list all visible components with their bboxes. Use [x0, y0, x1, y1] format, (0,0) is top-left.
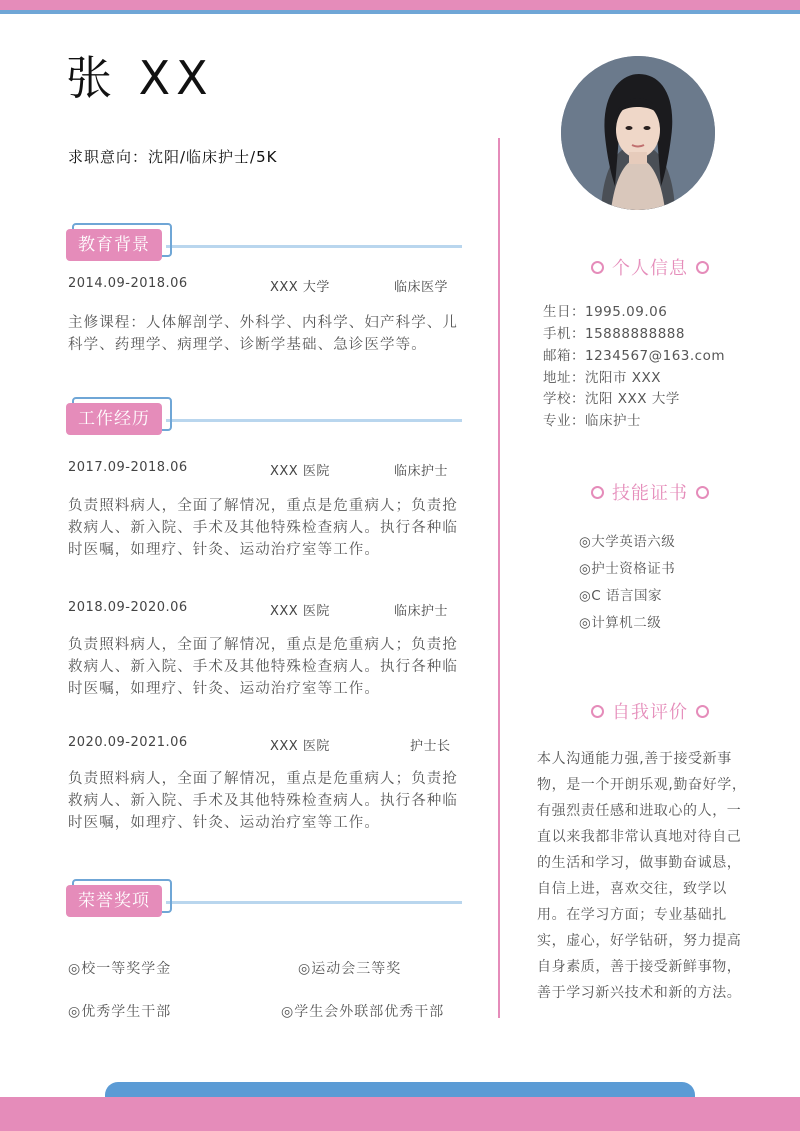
circle-icon [591, 486, 604, 499]
section-rule [166, 419, 462, 422]
work-org: XXX 医院 [270, 604, 330, 619]
info-school: 学校：沈阳 XXX 大学 [543, 391, 680, 407]
skill-item: ◎C 语言国家 [579, 588, 662, 604]
heading-text: 技能证书 [612, 483, 688, 504]
top-blue-band [0, 10, 800, 14]
circle-icon [696, 261, 709, 274]
work-period: 2020.09-2021.06 [68, 735, 188, 750]
skill-item: ◎大学英语六级 [579, 534, 676, 550]
section-rule [166, 901, 462, 904]
work-role: 临床护士 [394, 464, 449, 479]
education-period: 2014.09-2018.06 [68, 276, 188, 291]
work-row [68, 460, 460, 480]
column-divider [498, 138, 500, 1018]
work-description: 负责照料病人，全面了解情况，重点是危重病人；负责抢救病人、新入院、手术及其他特殊检查病人。执行各种临时医嘱，如理疗、针灸、运动治疗室等工作。 [68, 771, 458, 831]
work-description: 负责照料病人，全面了解情况，重点是危重病人；负责抢救病人、新入院、手术及其他特殊检查病人。执行各种临时医嘱，如理疗、针灸、运动治疗室等工作。 [68, 637, 458, 697]
candidate-name: 张 XX [66, 51, 214, 105]
award-item: ◎优秀学生干部 [68, 1004, 172, 1020]
section-rule [166, 245, 462, 248]
award-item: ◎学生会外联部优秀干部 [281, 1004, 445, 1020]
work-org: XXX 医院 [270, 464, 330, 479]
job-intent: 求职意向：沈阳/临床护士/5K [68, 148, 278, 166]
education-school: XXX 大学 [270, 280, 330, 295]
education-courses: 主修课程：人体解剖学、外科学、内科学、妇产科学、儿科学、药理学、病理学、诊断学基础、急诊医学等。 [68, 315, 458, 353]
section-title: 荣誉奖项 [66, 885, 162, 917]
info-birthday: 生日：1995.09.06 [543, 304, 668, 320]
work-role: 临床护士 [394, 604, 449, 619]
skill-item: ◎计算机二级 [579, 615, 662, 631]
skill-item: ◎护士资格证书 [579, 561, 676, 577]
circle-icon [696, 705, 709, 718]
heading-text: 个人信息 [612, 258, 688, 279]
circle-icon [591, 261, 604, 274]
award-item: ◎运动会三等奖 [298, 961, 402, 977]
section-title: 工作经历 [66, 403, 162, 435]
heading-text: 自我评价 [612, 702, 688, 723]
self-eval-text: 本人沟通能力强,善于接受新事物，是一个开朗乐观,勤奋好学，有强烈责任感和进取心的人，一直以来我都非常认真地对待自己的生活和学习，做事勤奋诚恳，自信上进，喜欢交往，致学以用。在学习方面；专业基础扎实，虚心，好学钻研，努力提高自身素质，善于接受新鲜事物，善于学习新兴技术和新的方法。 [537, 751, 747, 1001]
portrait-photo [561, 56, 715, 210]
work-row [68, 735, 460, 755]
personal-info-heading [520, 254, 780, 280]
work-period: 2018.09-2020.06 [68, 600, 188, 615]
bottom-pink-band [0, 1097, 800, 1131]
section-title: 教育背景 [66, 229, 162, 261]
circle-icon [591, 705, 604, 718]
portrait-illustration [561, 56, 715, 210]
work-period: 2017.09-2018.06 [68, 460, 188, 475]
work-description: 负责照料病人，全面了解情况，重点是危重病人；负责抢救病人、新入院、手术及其他特殊检查病人。执行各种临时医嘱，如理疗、针灸、运动治疗室等工作。 [68, 498, 458, 558]
education-major: 临床医学 [394, 280, 449, 295]
self-eval-heading [520, 698, 780, 724]
work-org: XXX 医院 [270, 739, 330, 754]
info-major: 专业：临床护士 [543, 413, 641, 429]
top-pink-band [0, 0, 800, 10]
work-role: 护士长 [410, 739, 451, 754]
circle-icon [696, 486, 709, 499]
info-email: 邮箱：1234567@163.com [543, 348, 726, 364]
education-row [68, 276, 460, 296]
info-address: 地址：沈阳市 XXX [543, 370, 662, 386]
award-item: ◎校一等奖学金 [68, 961, 172, 977]
skills-heading [520, 479, 780, 505]
info-phone: 手机：15888888888 [543, 326, 685, 342]
work-row [68, 600, 460, 620]
